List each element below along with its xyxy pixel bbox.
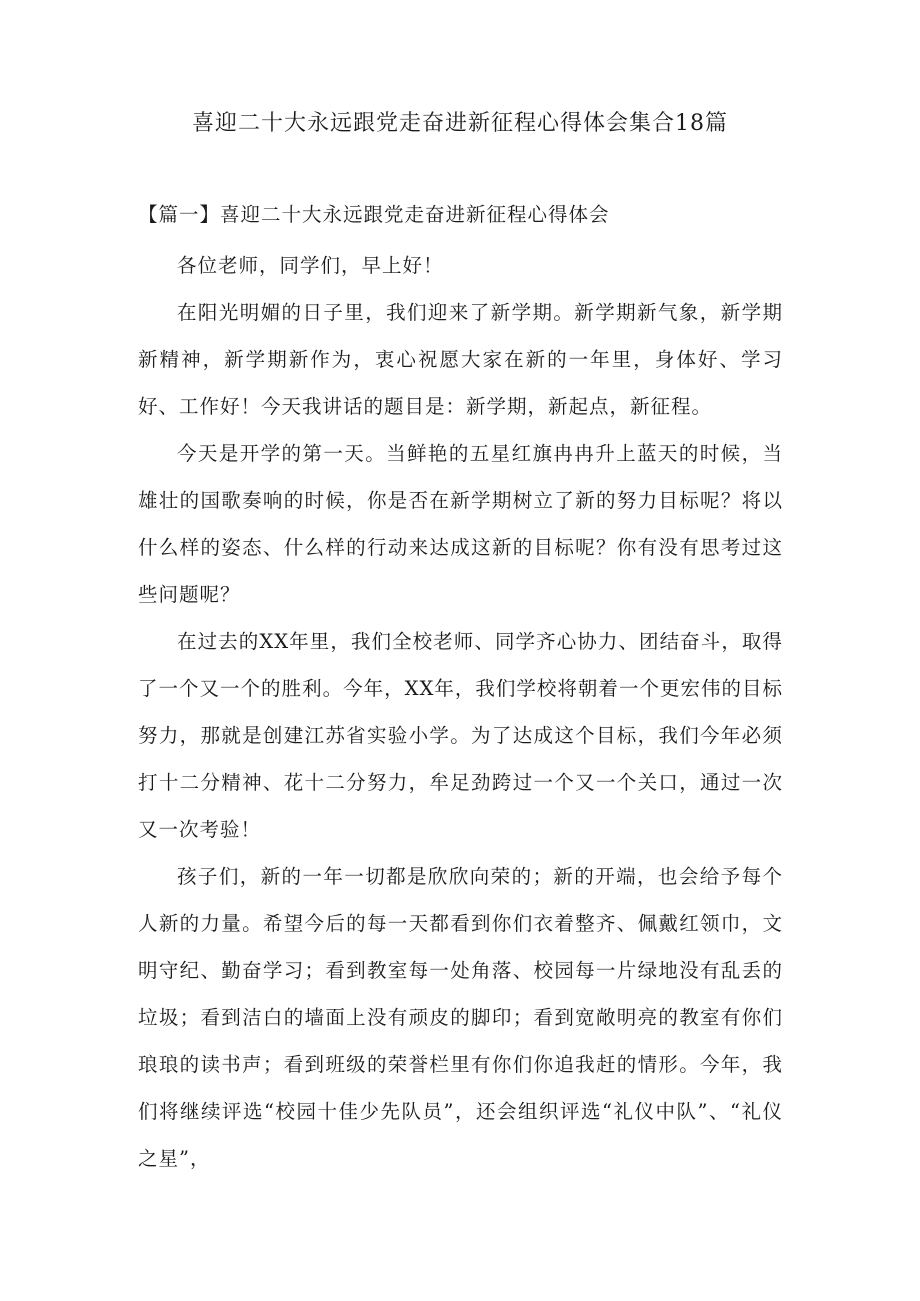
- paragraph-past-year: 在过去的XX年里，我们全校老师、同学齐心协力、团结奋斗，取得了一个又一个的胜利。今年，XX年，我们学校将朝着一个更宏伟的目标努力，那就是创建江苏省实验小学。为了达成这个目标，我们今年必须打十二分精神、花十二分努力，牟足劲跨过一个又一个关口，通过一次又一次考验！: [138, 630, 783, 841]
- paragraph-first-day: 今天是开学的第一天。当鲜艳的五星红旗冉冉升上蓝天的时候，当雄壮的国歌奏响的时候，你是否在新学期树立了新的努力目标呢？将以什么样的姿态、什么样的行动来达成这新的目标呢？你有没有思考过这些问题呢？: [138, 442, 783, 606]
- paragraph-greeting: 各位老师，同学们，早上好！: [177, 254, 444, 277]
- section-heading: 【篇一】喜迎二十大永远跟党走奋进新征程心得体会: [138, 203, 610, 226]
- document-body: [138, 195, 783, 1182]
- paragraph-children: 孩子们，新的一年一切都是欣欣向荣的；新的开端，也会给予每个人新的力量。希望今后的每一天都看到你们衣着整齐、佩戴红领巾，文明守纪、勤奋学习；看到教室每一处角落、校园每一片绿地没有乱丢的垃圾；看到洁白的墙面上没有顽皮的脚印；看到宽敞明亮的教室有你们琅琅的读书声；看到班级的荣誉栏里有你们你追我赶的情形。今年，我们将继续评选“校园十佳少先队员”，还会组织评选“礼仪中队”、“礼仪之星”，: [138, 865, 783, 1170]
- document-title: 喜迎二十大永远跟党走奋进新征程心得体会集合18篇: [192, 111, 728, 136]
- paragraph-new-semester: 在阳光明媚的日子里，我们迎来了新学期。新学期新气象，新学期新精神，新学期新作为，衷心祝愿大家在新的一年里，身体好、学习好、工作好！今天我讲话的题目是：新学期，新起点，新征程。: [138, 301, 783, 418]
